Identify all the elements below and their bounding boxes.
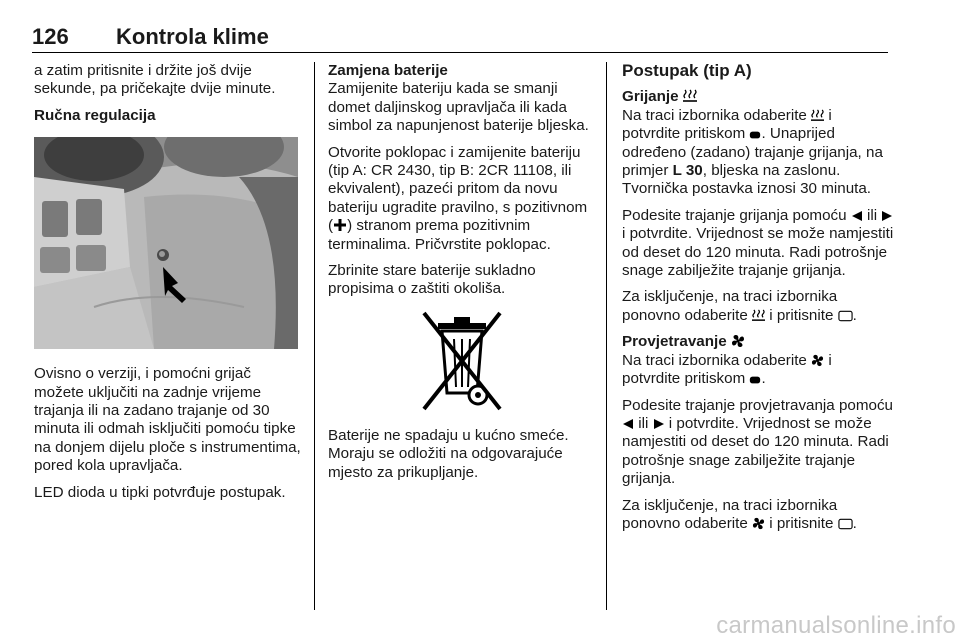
section-heading: Ručna regulacija (34, 106, 156, 124)
subsection-heading (622, 333, 894, 351)
display-example: L 30 (672, 162, 703, 180)
chapter-title: Kontrola klime (116, 24, 269, 49)
subsection-heading (622, 88, 894, 106)
page-header (32, 24, 888, 52)
text-run: , bljeska na zaslonu. Tvornička postavka iznosi 30 minuta. (622, 162, 872, 198)
section-title: Postupak (tip A) (622, 61, 752, 80)
text-run: i potvrdite pritiskom (622, 351, 832, 388)
heading-text: Grijanje (622, 88, 679, 106)
watermark: carmanualsonline.info (716, 612, 956, 639)
paragraph: LED dioda u tipki potvrđuje postupak. (34, 483, 286, 501)
header-rule (32, 52, 888, 53)
text-run: Otvorite poklopac i zamijenite bateriju (tip A: CR 2430, tip B: 2CR 11108, ili ekvivalent), pazeći pritom da novu bateriju ugradite pravilno, s pozitivnom ( (328, 143, 588, 235)
column-middle (328, 62, 596, 490)
plus-icon (333, 218, 347, 232)
right-arrow-icon (653, 418, 665, 430)
ventilation-fan-icon (731, 334, 745, 348)
paragraph: a zatim pritisnite i držite još dvije sekunde, pa pričekajte dvije minute. (34, 62, 276, 98)
ventilation-fan-icon (752, 517, 765, 530)
text-run: . (761, 370, 766, 388)
paragraph (622, 397, 894, 489)
section-heading: Zamjena baterije (328, 62, 448, 79)
text-run: Za isključenje, na traci izbornika ponovno odaberite (622, 288, 838, 324)
paragraph: Ovisno o verziji, i pomoćni grijač možete uključiti na zadnje vrijeme trajanja ili na zadano trajanje od 30 minuta ili odmah isključiti pomoću tipke na donjem dijelu ploče s instrumentima, pored kola upravljača. (34, 365, 301, 475)
text-run: i potvrdite pritiskom (622, 106, 832, 143)
text-run: i potvrdite. Vrijednost se može namjestiti od deset do 120 minuta. Radi potrošnje snage zabilježite trajanje grijanja. (622, 414, 889, 488)
page-number: 126 (32, 24, 69, 49)
paragraph (622, 107, 894, 199)
column-divider (314, 62, 315, 610)
left-arrow-icon (622, 418, 634, 430)
ventilation-fan-icon (811, 354, 824, 367)
text-run: . (852, 306, 857, 324)
confirm-button-icon (749, 130, 761, 140)
column-divider (606, 62, 607, 610)
text-run: Na traci izbornika odaberite (622, 106, 812, 124)
paragraph: Baterije ne spadaju u kućno smeće. Moraju se odložiti na odgovarajuće mjesto za prikupljanje. (328, 426, 569, 481)
paragraph: Zamijenite bateriju kada se smanji domet daljinskog upravljača ili kada simbol za napunjenost baterije bljeska. (328, 80, 589, 135)
text-run: Na traci izbornika odaberite (622, 351, 812, 369)
crossed-bin-icon (414, 309, 510, 413)
paragraph (622, 497, 894, 534)
heading-text: Provjetravanje (622, 333, 727, 351)
text-run: . (852, 514, 857, 532)
off-button-icon (838, 310, 853, 322)
column-left (34, 62, 302, 510)
paragraph (622, 207, 894, 281)
confirm-button-icon (749, 375, 761, 385)
text-run: i pritisnite (765, 306, 838, 324)
heating-icon (752, 309, 765, 322)
text-run: Podesite trajanje provjetravanja pomoću (622, 396, 894, 414)
off-button-icon (838, 518, 853, 530)
heating-icon (811, 109, 824, 122)
text-run: . Unaprijed određeno (zadano) trajanje grijanja, na primjer (622, 125, 883, 180)
paragraph: Zbrinite stare baterije sukladno propisima o zaštiti okoliša. (328, 262, 536, 298)
left-arrow-icon (851, 210, 863, 222)
right-arrow-icon (881, 210, 893, 222)
text-run: ili (634, 414, 653, 432)
text-run: ) stranom prema pozitivnim terminalima. Pričvrstite poklopac. (328, 217, 551, 253)
heating-icon (683, 89, 697, 103)
dashboard-photo (34, 137, 298, 349)
text-run: ili (862, 206, 882, 224)
paragraph (328, 144, 596, 254)
text-run: i potvrdite. Vrijednost se može namjestiti od deset do 120 minuta. Radi potrošnje snage zabilježite trajanje grijanja. (622, 225, 894, 280)
text-run: i pritisnite (765, 514, 838, 532)
text-run: Podesite trajanje grijanja pomoću (622, 206, 851, 224)
column-right (622, 62, 894, 541)
paragraph (622, 288, 894, 325)
text-run: Za isključenje, na traci izbornika ponovno odaberite (622, 496, 838, 532)
paragraph (622, 352, 894, 389)
